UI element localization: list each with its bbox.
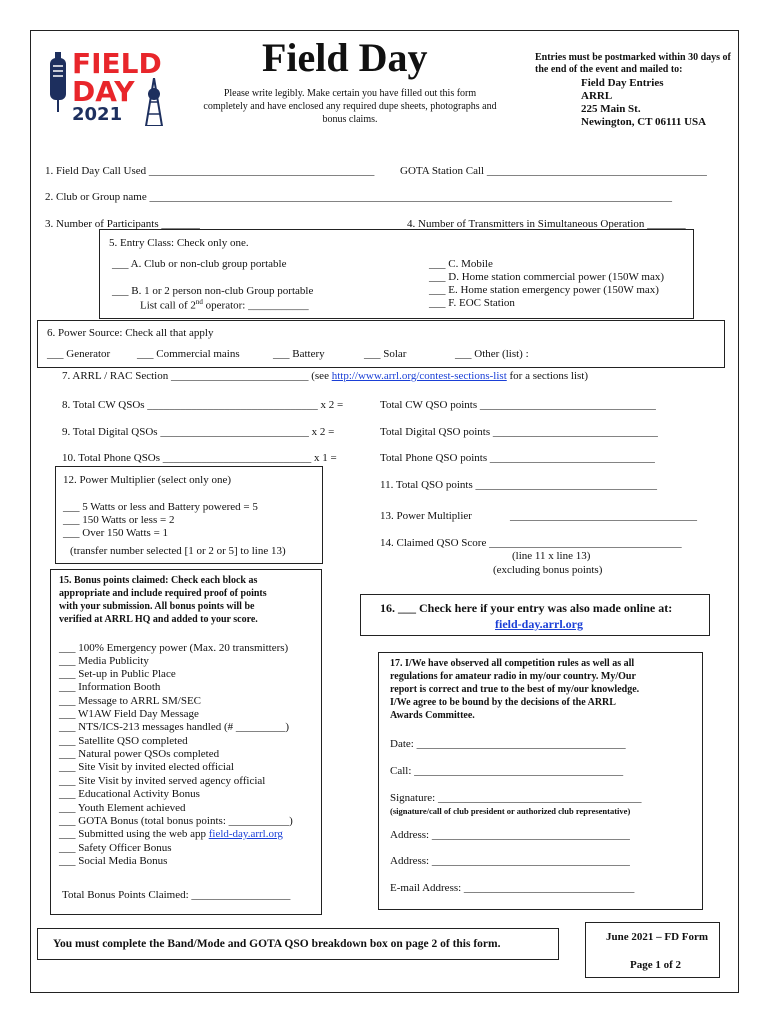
address-line-1: Field Day Entries xyxy=(581,77,664,89)
entry-class-c[interactable]: ___ C. Mobile xyxy=(429,258,493,270)
claimed-score-field[interactable]: 14. Claimed QSO Score ___________________________________ xyxy=(380,537,682,549)
claimed-score-note-1: (line 11 x line 13) xyxy=(512,550,591,562)
entry-class-e[interactable]: ___ E. Home station emergency power (150W max) xyxy=(429,284,659,296)
multiplier-heading: 12. Power Multiplier (select only one) xyxy=(63,474,232,486)
entry-class-d[interactable]: ___ D. Home station commercial power (150W max) xyxy=(429,271,665,283)
bonus-heading-3: with your submission. All bonus points will be xyxy=(59,601,255,612)
declaration-line-3: report is correct and true to the best of my/our knowledge. xyxy=(390,684,640,695)
total-qso-points-field[interactable]: 11. Total QSO points _________________________________ xyxy=(380,479,657,491)
bonus-item[interactable]: ___ Site Visit by invited served agency official xyxy=(59,775,266,787)
bonus-heading-2: appropriate and include required proof of points xyxy=(59,588,267,599)
entry-class-a[interactable]: ___ A. Club or non-club group portable xyxy=(112,258,287,270)
bonus-item[interactable]: ___ Educational Activity Bonus xyxy=(59,788,200,800)
address-line-3: 225 Main St. xyxy=(581,103,641,115)
sections-list-link[interactable]: http://www.arrl.org/contest-sections-list xyxy=(331,370,507,382)
entry-class-b-operator[interactable]: List call of 2nd operator: ___________ xyxy=(140,298,309,312)
entry-class-b[interactable]: ___ B. 1 or 2 person non-club Group portable xyxy=(112,285,314,297)
footer-notice: You must complete the Band/Mode and GOTA QSO breakdown box on page 2 of this form. xyxy=(53,938,501,950)
address-line-2: ARRL xyxy=(581,90,613,102)
email-field[interactable]: E-mail Address: _______________________________ xyxy=(390,882,635,894)
declaration-line-2: regulations for amateur radio in my/our country. My/Our xyxy=(390,671,636,682)
address-line-4: Newington, CT 06111 USA xyxy=(581,116,707,128)
digital-qsos-field[interactable]: 9. Total Digital QSOs ___________________________ x 2 = xyxy=(62,426,335,438)
power-commercial[interactable]: ___ Commercial mains xyxy=(137,348,240,360)
power-generator[interactable]: ___ Generator xyxy=(47,348,111,360)
bonus-item[interactable]: ___ Site Visit by invited elected official xyxy=(59,761,234,773)
cw-qsos-field[interactable]: 8. Total CW QSOs _______________________________ x 2 = xyxy=(62,399,344,411)
field-day-logo xyxy=(42,48,172,128)
club-name-field[interactable]: 2. Club or Group name _______________________________________________________________________________________________ xyxy=(45,191,672,203)
mail-note-line-1: Entries must be postmarked within 30 days of xyxy=(535,52,731,63)
power-multiplier-label: 13. Power Multiplier xyxy=(380,510,472,522)
bonus-item[interactable]: ___ Social Media Bonus xyxy=(59,855,168,867)
instructions-line-1: Please write legibly. Make certain you have filled out this form xyxy=(223,88,477,99)
webapp-link[interactable]: field-day.arrl.org xyxy=(208,828,283,840)
phone-qsos-field[interactable]: 10. Total Phone QSOs ___________________________ x 1 = xyxy=(62,452,337,464)
multiplier-option-5[interactable]: ___ 5 Watts or less and Battery powered = 5 xyxy=(63,501,258,513)
digital-points-field[interactable]: Total Digital QSO points ______________________________ xyxy=(380,426,658,438)
entry-class-f[interactable]: ___ F. EOC Station xyxy=(429,297,515,309)
power-solar[interactable]: ___ Solar xyxy=(364,348,407,360)
bonus-item[interactable]: ___ W1AW Field Day Message xyxy=(59,708,199,720)
mail-note-line-2: the end of the event and mailed to: xyxy=(535,64,683,75)
form-id: June 2021 – FD Form xyxy=(606,931,709,943)
logo-year: 2021 xyxy=(72,104,123,125)
microphone-icon xyxy=(47,52,69,114)
bonus-item[interactable]: ___ Satellite QSO completed xyxy=(59,735,188,747)
logo-field: FIELD xyxy=(72,47,162,80)
phone-points-field[interactable]: Total Phone QSO points ______________________________ xyxy=(380,452,655,464)
bonus-item[interactable]: ___ Youth Element achieved xyxy=(59,802,186,814)
power-other[interactable]: ___ Other (list) : xyxy=(455,348,529,360)
declaration-line-1: 17. I/We have observed all competition rules as well as all xyxy=(390,658,635,669)
field-day-call-field[interactable]: 1. Field Day Call Used _________________________________________ xyxy=(45,165,375,177)
bonus-item[interactable]: ___ Safety Officer Bonus xyxy=(59,842,172,854)
online-entry-link[interactable]: field-day.arrl.org xyxy=(495,617,583,631)
declaration-line-5: Awards Committee. xyxy=(390,710,475,721)
power-multiplier-field[interactable]: __________________________________ xyxy=(510,510,697,522)
online-entry-checkbox[interactable]: 16. ___ Check here if your entry was also made online at: xyxy=(380,601,673,615)
bonus-item[interactable]: ___ Media Publicity xyxy=(59,655,149,667)
power-battery[interactable]: ___ Battery xyxy=(273,348,325,360)
cw-points-field[interactable]: Total CW QSO points ________________________________ xyxy=(380,399,656,411)
claimed-score-note-2: (excluding bonus points) xyxy=(493,564,603,576)
instructions-line-2: completely and have enclosed any required dupe sheets, photographs and xyxy=(203,101,497,112)
signature-note: (signature/call of club president or authorized club representative) xyxy=(390,806,631,816)
bonus-item[interactable]: ___ GOTA Bonus (total bonus points: ___________) xyxy=(59,815,293,827)
date-field[interactable]: Date: ______________________________________ xyxy=(390,738,626,750)
total-bonus-field[interactable]: Total Bonus Points Claimed: __________________ xyxy=(62,889,291,901)
address-field-1[interactable]: Address: ____________________________________ xyxy=(390,829,630,841)
bonus-item[interactable]: ___ Message to ARRL SM/SEC xyxy=(59,695,201,707)
declaration-line-4: I/We agree to be bound by the decisions of the ARRL xyxy=(390,697,616,708)
bonus-heading-1: 15. Bonus points claimed: Check each block as xyxy=(59,575,258,586)
arrl-section-field[interactable]: 7. ARRL / RAC Section _________________________ (see http://www.arrl.org/contest-sections-list for a sections list) xyxy=(62,370,589,382)
logo-day: DAY xyxy=(72,75,135,108)
power-source-heading: 6. Power Source: Check all that apply xyxy=(47,327,214,339)
multiplier-option-1[interactable]: ___ Over 150 Watts = 1 xyxy=(63,527,169,539)
bonus-item[interactable]: ___ Natural power QSOs completed xyxy=(59,748,220,760)
bonus-heading-4: verified at ARRL HQ and added to your score. xyxy=(59,614,258,625)
page-number: Page 1 of 2 xyxy=(630,959,682,971)
page-title: Field Day xyxy=(262,35,428,80)
tower-icon xyxy=(142,78,166,126)
bonus-item[interactable]: ___ NTS/ICS-213 messages handled (# _________) xyxy=(59,721,290,733)
participants-field[interactable]: 3. Number of Participants _______ xyxy=(45,218,200,230)
bonus-item-webapp[interactable]: ___ Submitted using the web app field-day.arrl.org xyxy=(59,828,283,840)
entry-class-heading: 5. Entry Class: Check only one. xyxy=(109,237,249,249)
signature-field[interactable]: Signature: _____________________________________ xyxy=(390,792,642,804)
multiplier-option-2[interactable]: ___ 150 Watts or less = 2 xyxy=(63,514,175,526)
instructions-line-3: bonus claims. xyxy=(322,114,378,125)
multiplier-note: (transfer number selected [1 or 2 or 5] to line 13) xyxy=(70,545,286,557)
transmitters-field[interactable]: 4. Number of Transmitters in Simultaneous Operation _______ xyxy=(407,218,686,230)
bonus-item[interactable]: ___ Information Booth xyxy=(59,681,161,693)
bonus-item[interactable]: ___ 100% Emergency power (Max. 20 transmitters) xyxy=(59,642,289,654)
address-field-2[interactable]: Address: ____________________________________ xyxy=(390,855,630,867)
call-field[interactable]: Call: ______________________________________ xyxy=(390,765,624,777)
bonus-item[interactable]: ___ Set-up in Public Place xyxy=(59,668,176,680)
gota-call-field[interactable]: GOTA Station Call ________________________________________ xyxy=(400,165,707,177)
